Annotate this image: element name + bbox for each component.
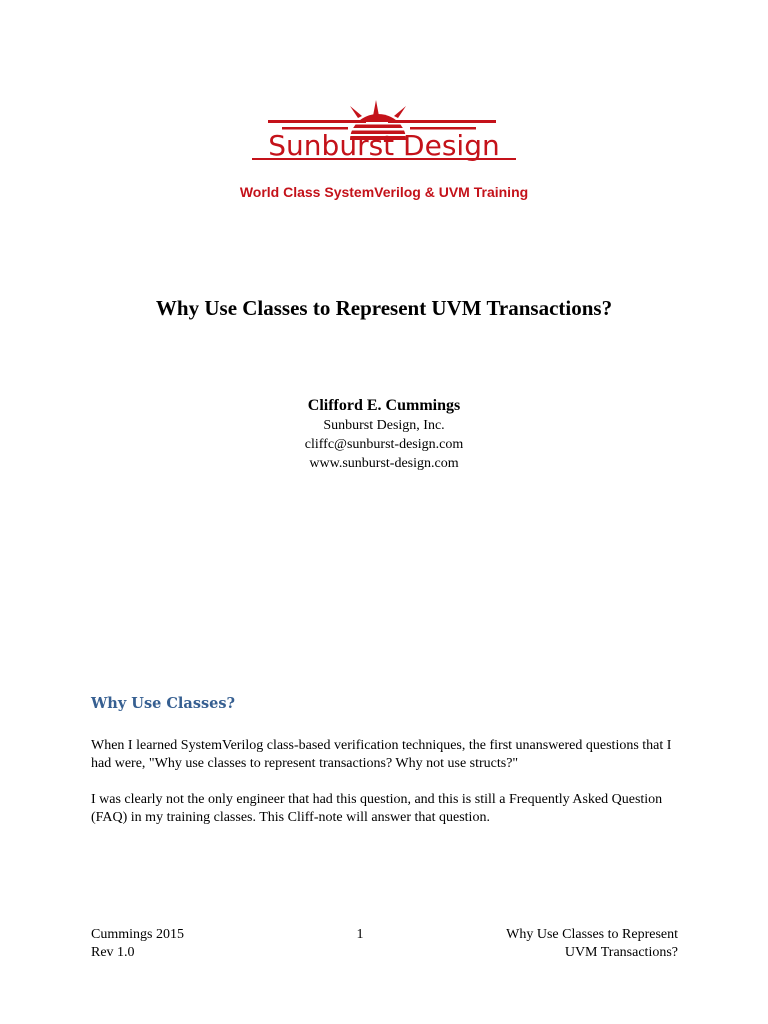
footer-right — [506, 926, 678, 962]
paragraph-2: I was clearly not the only engineer that had this question, and this is still a Frequently Asked Question (FAQ) in my training classes. This Cliff-note will answer that question. — [91, 792, 663, 825]
footer-left — [91, 926, 184, 962]
footer-author-year: Cummings 2015 — [91, 927, 184, 942]
author-name: Clifford E. Cummings — [307, 397, 461, 414]
sunburst-logo-icon — [246, 100, 522, 174]
author-block — [0, 396, 768, 473]
footer-title-line-2: UVM Transactions? — [564, 945, 678, 960]
document-title: Why Use Classes to Represent UVM Transactions? — [155, 296, 613, 320]
footer-title-line-1: Why Use Classes to Represent — [506, 927, 678, 942]
author-email: cliffc@sunburst-design.com — [304, 437, 464, 452]
author-website: www.sunburst-design.com — [309, 456, 459, 471]
sunburst-design-logo — [246, 100, 522, 174]
paragraph-1: When I learned SystemVerilog class-based verification techniques, the first unanswered questions that I had were, "Why use classes to represent transactions? Why not use structs?" — [91, 738, 672, 771]
logo-wordmark: Sunburst Design — [268, 129, 500, 162]
author-company: Sunburst Design, Inc. — [323, 418, 445, 433]
footer-revision: Rev 1.0 — [91, 945, 135, 960]
page-number: 1 — [356, 927, 364, 942]
section-heading: Why Use Classes? — [91, 695, 236, 712]
tagline: World Class SystemVerilog & UVM Training — [239, 184, 529, 200]
